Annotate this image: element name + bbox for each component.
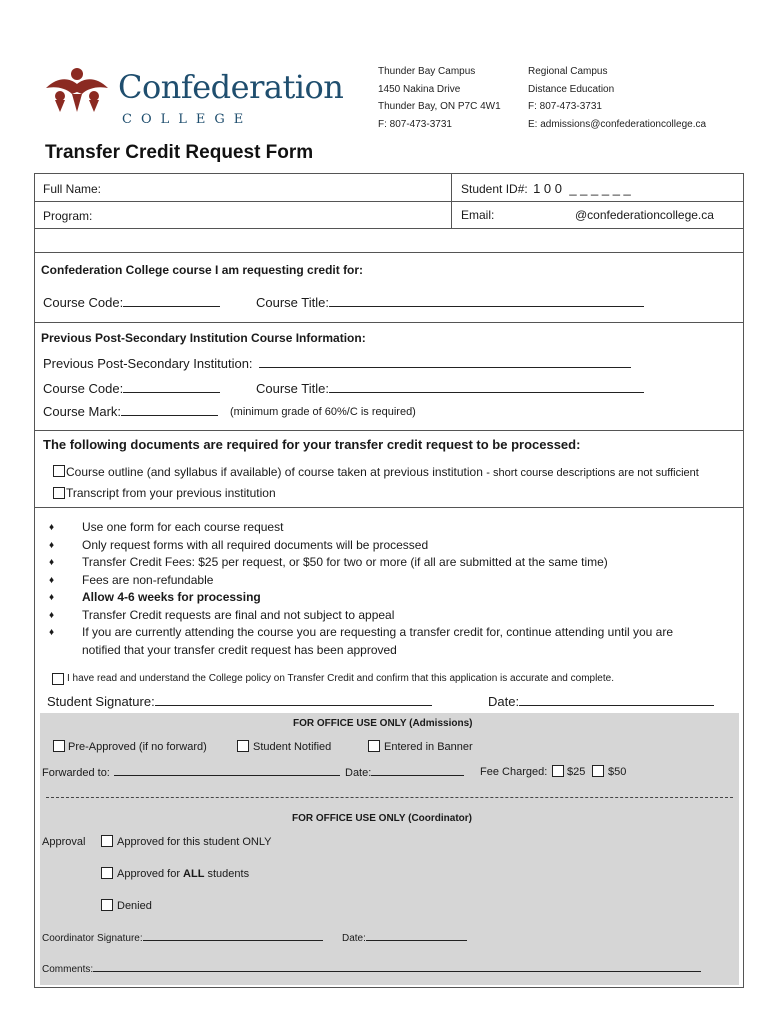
institution-field[interactable] xyxy=(43,356,631,371)
list-item xyxy=(49,642,673,660)
transfer-credit-form xyxy=(34,173,744,988)
list-item xyxy=(49,624,673,642)
student-signature-field[interactable] xyxy=(47,694,432,709)
signature-date-field[interactable] xyxy=(488,694,714,709)
forwarded-date-field[interactable] xyxy=(345,766,464,779)
course-title-line[interactable] xyxy=(329,381,644,393)
forwarded-line[interactable] xyxy=(114,766,340,776)
coordinator-heading: FOR OFFICE USE ONLY (Coordinator) xyxy=(292,813,473,824)
mark-note: (minimum grade of 60%/C is required) xyxy=(230,406,416,418)
entered-banner-checkbox[interactable] xyxy=(368,740,380,752)
student-notified-label: Student Notified xyxy=(253,741,332,753)
course-code-line[interactable] xyxy=(123,295,220,307)
rules-list xyxy=(49,519,673,659)
date-label: Date: xyxy=(488,694,520,709)
college-emblem-icon xyxy=(44,66,110,116)
fee-25-label: $25 xyxy=(567,766,586,778)
form-title: Transfer Credit Request Form xyxy=(45,142,314,163)
date-label: Date: xyxy=(345,767,372,779)
course-code-field[interactable] xyxy=(43,295,220,310)
course-code-label: Course Code: xyxy=(43,295,124,310)
transcript-label: Transcript from your previous institution xyxy=(66,486,276,500)
address-line: Thunder Bay Campus xyxy=(378,66,476,77)
fax-number: F: 807-473-3731 xyxy=(378,118,452,130)
institution-label: Previous Post-Secondary Institution: xyxy=(43,356,253,371)
rule-text: If you are currently attending the course you are requesting a transfer credit for, continue attending until you are xyxy=(82,625,674,639)
student-id-text: Student ID#: xyxy=(461,182,528,196)
approved-student-label: Approved for this student ONLY xyxy=(117,836,272,848)
rule-text: Transfer Credit requests are final and not subject to appeal xyxy=(82,607,395,622)
email-domain: @confederationcollege.ca xyxy=(575,208,714,222)
course-outline-checkbox[interactable] xyxy=(53,465,65,477)
student-id-label xyxy=(461,181,631,196)
comments-line[interactable] xyxy=(93,963,701,972)
forwarded-to-field[interactable] xyxy=(42,766,340,779)
bullet-icon: ♦ xyxy=(49,522,55,533)
divider xyxy=(35,228,743,229)
divider xyxy=(451,174,452,228)
comments-label: Comments: xyxy=(42,964,94,975)
coordinator-signature-line[interactable] xyxy=(143,932,323,941)
divider xyxy=(35,507,743,508)
dashed-divider xyxy=(46,797,733,798)
course-mark-line[interactable] xyxy=(121,404,218,416)
comments-field[interactable] xyxy=(42,963,701,975)
admissions-heading: FOR OFFICE USE ONLY (Admissions) xyxy=(293,718,473,729)
coordinator-date-field[interactable] xyxy=(342,932,467,944)
confirm-checkbox[interactable] xyxy=(52,673,64,685)
institution-line[interactable] xyxy=(259,356,631,368)
rule-text: Fees are non-refundable xyxy=(82,572,214,587)
approved-all-label xyxy=(117,868,249,880)
signature-line[interactable] xyxy=(155,694,432,706)
approval-label: Approval xyxy=(42,836,86,848)
signature-label: Student Signature: xyxy=(47,694,155,709)
doc-label: Course outline (and syllabus if available) of course taken at previous institution xyxy=(66,465,483,479)
approved-all-suffix: students xyxy=(207,868,250,880)
divider xyxy=(35,322,743,323)
student-notified-checkbox[interactable] xyxy=(237,740,249,752)
course-mark-label: Course Mark: xyxy=(43,404,122,419)
course-outline-label xyxy=(66,465,699,479)
address-line: Regional Campus xyxy=(528,66,608,77)
bullet-icon: ♦ xyxy=(49,627,55,638)
entered-banner-label: Entered in Banner xyxy=(384,741,473,753)
bullet-icon: ♦ xyxy=(49,592,55,603)
logo-wordmark: Confederation xyxy=(118,68,344,106)
college-logo xyxy=(44,64,344,134)
documents-heading: The following documents are required for your transfer credit request to be processed: xyxy=(43,437,581,452)
list-item xyxy=(49,554,673,572)
bullet-icon: ♦ xyxy=(49,609,55,621)
date-line[interactable] xyxy=(366,932,467,941)
office-use-panel xyxy=(40,713,739,985)
rule-text: Use one form for each course request xyxy=(82,520,284,534)
rule-text: Only request forms with all required documents will be processed xyxy=(82,537,429,552)
program-label: Program: xyxy=(43,209,93,223)
course-mark-field[interactable] xyxy=(43,404,218,419)
course-title-label: Course Title: xyxy=(256,381,329,396)
bullet-icon: ♦ xyxy=(49,557,55,568)
course-title-field[interactable] xyxy=(256,295,644,310)
email-label: Email: xyxy=(461,208,495,222)
date-line[interactable] xyxy=(519,694,714,706)
rule-text: notified that your transfer credit request has been approved xyxy=(82,642,397,657)
divider xyxy=(35,252,743,253)
address-line: 1450 Nakina Drive xyxy=(378,83,461,95)
approved-student-checkbox[interactable] xyxy=(101,835,113,847)
bullet-icon: ♦ xyxy=(49,539,55,551)
coordinator-signature-label: Coordinator Signature: xyxy=(42,933,143,944)
divider xyxy=(35,201,743,202)
course-request-heading: Confederation College course I am requesting credit for: xyxy=(41,263,364,277)
course-code-line[interactable] xyxy=(123,381,220,393)
email-address: E: admissions@confederationcollege.ca xyxy=(528,118,707,130)
doc-note: - short course descriptions are not sufficient xyxy=(486,467,699,479)
full-name-label: Full Name: xyxy=(43,182,102,196)
forwarded-label: Forwarded to: xyxy=(42,767,110,779)
list-item xyxy=(49,589,673,607)
denied-checkbox[interactable] xyxy=(101,899,113,911)
fee-charged-label: Fee Charged: xyxy=(480,766,548,778)
pre-approved-checkbox[interactable] xyxy=(53,740,65,752)
approved-all-bold: ALL xyxy=(183,868,205,880)
previous-course-code-field[interactable] xyxy=(43,381,220,396)
course-title-line[interactable] xyxy=(329,295,644,307)
approved-all-prefix: Approved for xyxy=(117,868,180,880)
course-code-label: Course Code: xyxy=(43,381,124,396)
approved-all-checkbox[interactable] xyxy=(101,867,113,879)
fee-25-checkbox[interactable] xyxy=(552,765,564,777)
list-item xyxy=(49,572,673,590)
course-title-label: Course Title: xyxy=(256,295,329,310)
previous-course-title-field[interactable] xyxy=(256,381,644,396)
divider xyxy=(35,430,743,431)
list-item xyxy=(49,607,673,625)
address-line: Thunder Bay, ON P7C 4W1 xyxy=(378,101,501,112)
student-id-blanks[interactable]: _ _ _ _ _ _ xyxy=(569,181,631,196)
denied-label: Denied xyxy=(117,900,152,912)
pre-approved-label: Pre-Approved (if no forward) xyxy=(68,741,207,753)
bullet-icon: ♦ xyxy=(49,574,55,586)
student-id-prefix: 1 0 0 xyxy=(533,181,562,196)
confirm-statement: I have read and understand the College policy on Transfer Credit and confirm that this application is accurate and complete. xyxy=(67,673,614,684)
coordinator-signature-field[interactable] xyxy=(42,932,323,944)
regional-campus-address xyxy=(528,63,706,133)
list-item xyxy=(49,537,673,555)
rule-text: Transfer Credit Fees: $25 per request, or $50 for two or more (if all are submitted at the same time) xyxy=(82,555,608,569)
thunder-bay-campus-address xyxy=(378,63,501,133)
rule-text: Allow 4-6 weeks for processing xyxy=(82,590,261,604)
previous-institution-heading: Previous Post-Secondary Institution Course Information: xyxy=(41,331,366,345)
transcript-checkbox[interactable] xyxy=(53,487,65,499)
fax-number: F: 807-473-3731 xyxy=(528,101,602,112)
logo-subtitle: COLLEGE xyxy=(122,112,253,127)
fee-50-label: $50 xyxy=(608,766,627,778)
list-item xyxy=(49,519,673,537)
date-label: Date: xyxy=(342,933,366,944)
date-line[interactable] xyxy=(371,766,464,776)
fee-50-checkbox[interactable] xyxy=(592,765,604,777)
address-line: Distance Education xyxy=(528,83,615,95)
